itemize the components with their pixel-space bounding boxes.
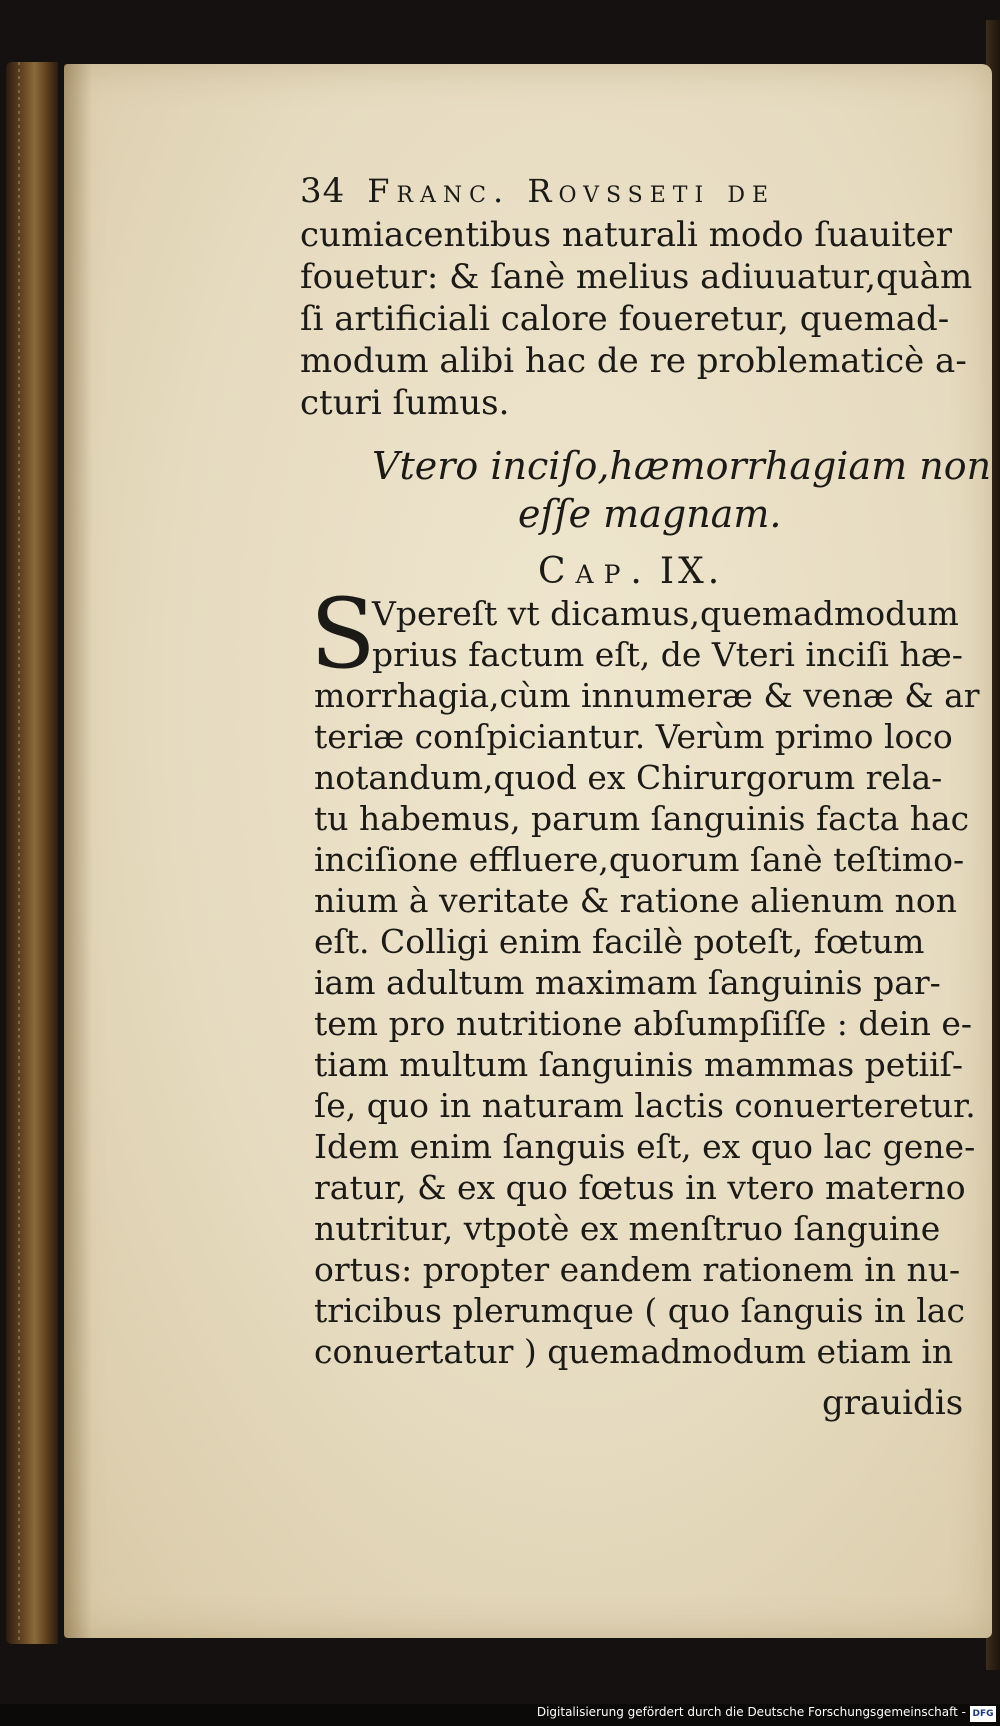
catchword: grauidis (822, 1383, 964, 1423)
text-line: ortus: propter eandem rationem in nu- (314, 1250, 961, 1289)
running-title: Franc. Rovsseti de (367, 172, 776, 210)
text-line: morrhagia,cùm innumeræ & venæ & ar (314, 676, 980, 715)
dfg-logo: DFG (970, 1706, 996, 1722)
chapter-number: IX. (659, 551, 724, 592)
text-line: Vpereſt vt dicamus,quemadmodum (372, 594, 959, 633)
funding-credit: Digitalisierung gefördert durch die Deutsche Forschungsgemeinschaft - (536, 1705, 966, 1719)
text-line: Idem enim ſanguis eſt, ex quo lac gene- (314, 1127, 976, 1166)
text-line: fouetur: & ſanè melius adiuuatur,quàm (300, 257, 973, 297)
drop-capital: S (310, 578, 376, 690)
text-line: cturi ſumus. (300, 383, 510, 423)
text-line: tricibus plerumque ( quo ſanguis in lac (314, 1291, 965, 1330)
text-line: cumiacentibus naturali modo ſuauiter (300, 215, 952, 255)
section-heading-line-2: eſſe magnam. (518, 492, 782, 536)
text-line: modum alibi hac de re problematicè a- (300, 341, 967, 381)
text-line: notandum,quod ex Chirurgorum rela- (314, 758, 943, 797)
text-line: inciſione effluere,quorum ſanè teſtimo- (314, 840, 965, 879)
page-text-top (300, 168, 992, 600)
text-line: tiam multum ſanguinis mammas petiiſ- (314, 1045, 964, 1084)
chapter-label (300, 544, 960, 600)
text-line: iam adultum maximam ſanguinis par- (314, 963, 941, 1002)
chapter-cap: Cap. (538, 551, 652, 592)
text-line: nutritur, vtpotè ex menſtruo ſanguine (314, 1209, 941, 1248)
chapter-body (310, 578, 980, 1372)
book-fore-edge (6, 62, 58, 1644)
text-line: ratur, & ex quo fœtus in vtero materno (314, 1168, 966, 1207)
text-line: ſi artificiali calore foueretur, quemad- (300, 299, 950, 339)
text-line: prius factum eſt, de Vteri inciſi hæ- (372, 635, 963, 674)
text-line: ſe, quo in naturam lactis conuerteretur. (314, 1086, 976, 1125)
text-line: tem pro nutritione abſumpſiſſe : dein e- (314, 1004, 973, 1043)
page-number: 34 (300, 171, 346, 211)
text-line: conuertatur ) quemadmodum etiam in (314, 1332, 954, 1371)
text-line: nium à veritate & ratione alienum non (314, 881, 957, 920)
text-line: eſt. Colligi enim facilè poteſt, fœtum (314, 922, 925, 961)
text-line: tu habemus, parum ſanguinis facta hac (314, 799, 970, 838)
text-line: teriæ conſpiciantur. Verùm primo loco (314, 717, 953, 756)
running-header (300, 168, 960, 214)
section-heading-line-1: Vtero inciſo,hæmorrhagiam non (372, 444, 992, 488)
